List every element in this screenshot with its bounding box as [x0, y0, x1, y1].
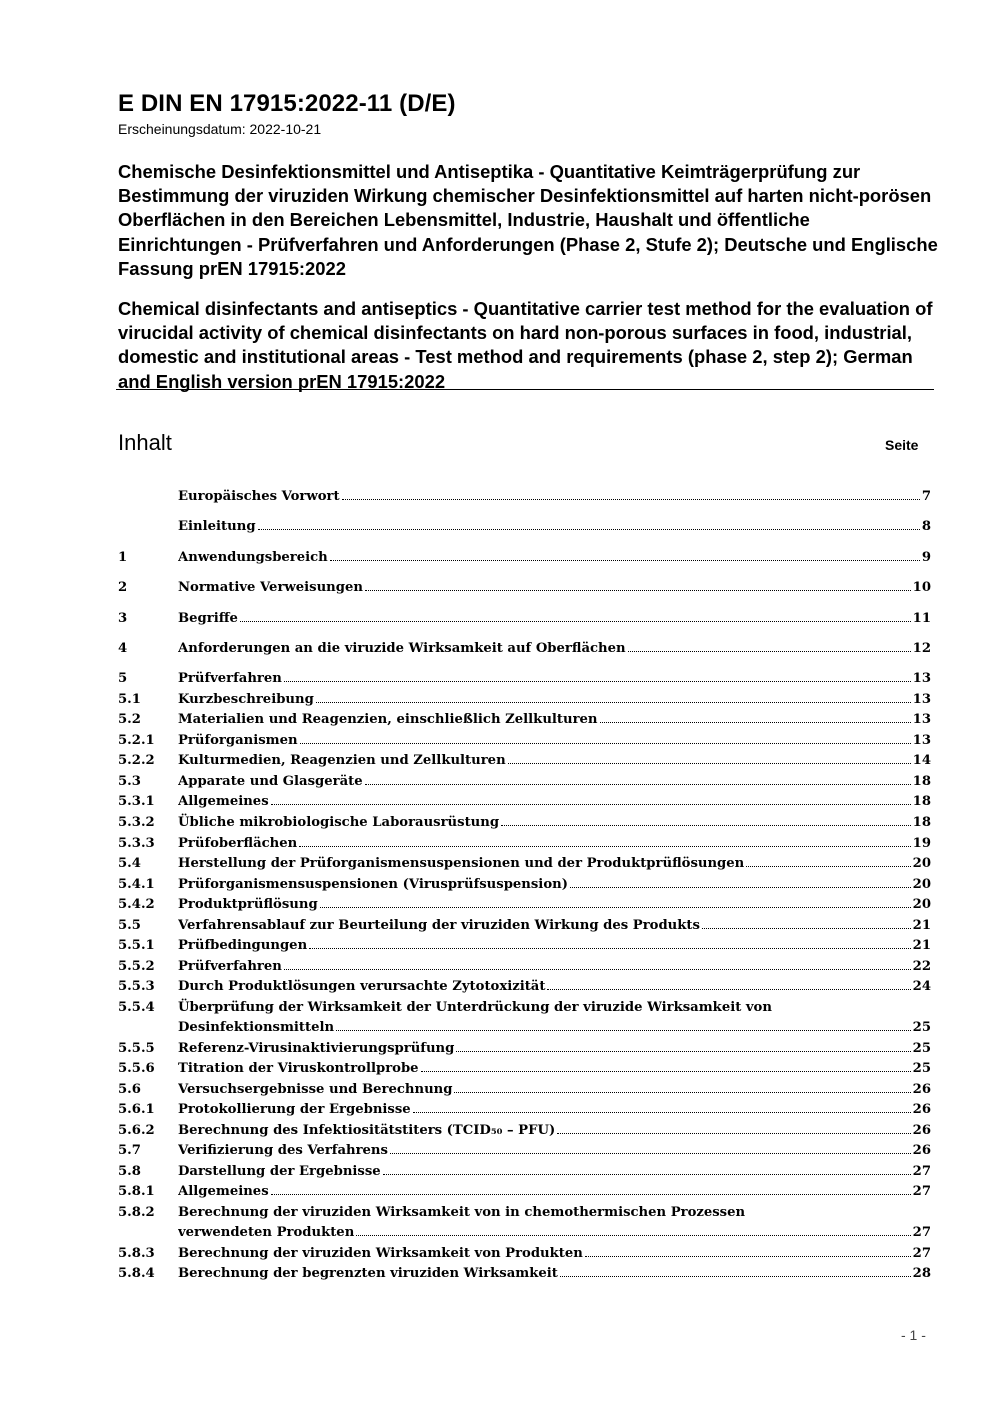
toc-entry-number: 5.3.3: [118, 836, 155, 851]
toc-entry[interactable]: [118, 690, 931, 710]
toc-entry-number: 5.5.5: [118, 1041, 155, 1056]
toc-entry[interactable]: [118, 854, 931, 874]
toc-entry-number: 5.6.2: [118, 1123, 155, 1138]
toc-entry-number: 5.5.4: [118, 1000, 155, 1015]
toc-entry[interactable]: [118, 710, 931, 730]
toc-leader-dots: [746, 866, 910, 867]
toc-entry-page: 27: [912, 1225, 931, 1240]
toc-entry-number: 5.3: [118, 774, 141, 789]
toc-entry-page: 22: [912, 959, 931, 974]
toc-entry-number: 1: [118, 550, 128, 565]
toc-entry-title: Übliche mikrobiologische Laborausrüstung: [178, 815, 500, 830]
toc-leader-dots: [258, 529, 920, 530]
toc-entry-number: 5.8.4: [118, 1266, 155, 1281]
toc-entry-title: Überprüfung der Wirksamkeit der Unterdrückung der viruzide Wirksamkeit von: [178, 1000, 772, 1015]
toc-entry-title: Referenz-Virusinaktivierungsprüfung: [178, 1041, 455, 1056]
toc-entry[interactable]: [118, 1264, 931, 1284]
toc-entry[interactable]: [118, 578, 931, 598]
toc-entry[interactable]: [118, 1080, 931, 1100]
toc-leader-dots: [365, 590, 911, 591]
toc-heading: Inhalt: [118, 430, 172, 455]
toc-entry[interactable]: [118, 875, 931, 895]
toc-entry-number: 5.5.6: [118, 1061, 155, 1076]
toc-entry-title: Begriffe: [178, 611, 238, 626]
toc-entry-number: 3: [118, 611, 128, 626]
toc-entry-title: Protokollierung der Ergebnisse: [178, 1102, 411, 1117]
toc-entry-number: 5.5.3: [118, 979, 155, 994]
toc-entry[interactable]: [118, 1141, 931, 1161]
toc-entry-title: Versuchsergebnisse und Berechnung: [178, 1082, 453, 1097]
toc-entry-page: 18: [912, 774, 931, 789]
toc-entry-page: 9: [921, 550, 931, 565]
toc-leader-dots: [342, 499, 920, 500]
toc-leader-dots: [300, 743, 911, 744]
toc-entry-title: Anwendungsbereich: [178, 550, 328, 565]
toc-entry-title: Durch Produktlösungen verursachte Zytotoxizität: [178, 979, 546, 994]
toc-leader-dots: [557, 1133, 910, 1134]
toc-entry-page: 25: [912, 1061, 931, 1076]
toc-entry-page: 13: [912, 733, 931, 748]
toc-entry[interactable]: [118, 669, 931, 689]
toc-entry-number: 5.5.1: [118, 938, 155, 953]
toc-entry[interactable]: [118, 834, 931, 854]
toc-leader-dots: [309, 948, 910, 949]
toc-entry-page: 8: [921, 519, 931, 534]
toc-entry-number: 5.8: [118, 1164, 141, 1179]
toc-leader-dots: [330, 560, 920, 561]
toc-entry-number: 4: [118, 641, 128, 656]
toc-entry-page: 27: [912, 1164, 931, 1179]
toc-entry[interactable]: [118, 977, 931, 997]
toc-leader-dots: [271, 1194, 911, 1195]
toc-entry-title-continued: verwendeten Produkten: [178, 1225, 355, 1240]
toc-entry-title: Kurzbeschreibung: [178, 692, 314, 707]
toc-entry[interactable]: [118, 792, 931, 812]
toc-leader-dots: [628, 651, 911, 652]
toc-entry[interactable]: [118, 517, 931, 537]
toc-entry-title: Berechnung der viruziden Wirksamkeit von in chemothermischen Prozessen: [178, 1205, 746, 1220]
toc-entry-title-continued: Desinfektionsmitteln: [178, 1020, 335, 1035]
toc-entry-page: 11: [912, 611, 931, 626]
toc-entry[interactable]: [118, 1100, 931, 1120]
toc-leader-dots: [456, 1051, 910, 1052]
toc-entry-title: Materialien und Reagenzien, einschließlich Zellkulturen: [178, 712, 598, 727]
toc-entry-page: 27: [912, 1246, 931, 1261]
toc-entry[interactable]: [118, 487, 931, 507]
toc-entry-page: 21: [912, 918, 931, 933]
toc-entry-title: Einleitung: [178, 519, 256, 534]
toc-entry-title: Kulturmedien, Reagenzien und Zellkulturen: [178, 753, 506, 768]
toc-entry[interactable]: [118, 1203, 931, 1243]
toc-entry-number: 5.4: [118, 856, 141, 871]
toc-entry-page: 18: [912, 815, 931, 830]
toc-entry-page: 14: [912, 753, 931, 768]
toc-entry-page: 24: [912, 979, 931, 994]
toc-entry-number: 5.3.2: [118, 815, 155, 830]
toc-entry-number: 5.4.2: [118, 897, 155, 912]
toc-entry-number: 5.8.1: [118, 1184, 155, 1199]
toc-entry-title: Prüfverfahren: [178, 959, 282, 974]
toc-leader-dots: [501, 825, 911, 826]
toc-entry-title: Berechnung der viruziden Wirksamkeit von Produkten: [178, 1246, 583, 1261]
toc-entry[interactable]: [118, 813, 931, 833]
toc-entry[interactable]: [118, 1039, 931, 1059]
toc-leader-dots: [454, 1092, 910, 1093]
toc-entry-page: 12: [912, 641, 931, 656]
toc-entry[interactable]: [118, 1059, 931, 1079]
toc-entry-number: 5.1: [118, 692, 141, 707]
toc-leader-dots: [547, 989, 910, 990]
toc-entry-page: 20: [912, 897, 931, 912]
toc-leader-dots: [299, 846, 910, 847]
title-divider: [116, 389, 934, 390]
toc-entry-page: 20: [912, 877, 931, 892]
toc-entry[interactable]: [118, 772, 931, 792]
toc-entry-page: 26: [912, 1143, 931, 1158]
toc-entry-page: 13: [912, 692, 931, 707]
toc-entry-number: 5.3.1: [118, 794, 155, 809]
toc-entry-title: Berechnung der begrenzten viruziden Wirksamkeit: [178, 1266, 558, 1281]
toc-entry[interactable]: [118, 1244, 931, 1264]
toc-entry-page: 13: [912, 712, 931, 727]
toc-entry-number: 5.4.1: [118, 877, 155, 892]
toc-leader-dots: [600, 722, 911, 723]
toc-entry-title: Anforderungen an die viruzide Wirksamkeit auf Oberflächen: [178, 641, 626, 656]
toc-entry[interactable]: [118, 731, 931, 751]
toc-entry-number: 5.7: [118, 1143, 141, 1158]
toc-entry-title: Produktprüflösung: [178, 897, 318, 912]
toc-leader-dots: [585, 1256, 911, 1257]
toc-entry-title: Herstellung der Prüforganismensuspensionen und der Produktprüflösungen: [178, 856, 745, 871]
toc-entry-title: Allgemeines: [178, 794, 269, 809]
toc-entry-page: 26: [912, 1102, 931, 1117]
toc-entry-page: 10: [912, 580, 931, 595]
toc-leader-dots: [365, 784, 911, 785]
toc-entry[interactable]: [118, 639, 931, 659]
toc-entry-page: 27: [912, 1184, 931, 1199]
toc-entry-page: 20: [912, 856, 931, 871]
document-id: E DIN EN 17915:2022-11 (D/E): [118, 90, 456, 117]
toc-leader-dots: [702, 928, 911, 929]
toc-entry-number: 5: [118, 671, 128, 686]
toc-entry-page: 28: [912, 1266, 931, 1281]
toc-leader-dots: [421, 1071, 911, 1072]
toc-entry-number: 5.2.2: [118, 753, 155, 768]
toc-entry-number: 5.5.2: [118, 959, 155, 974]
toc-entry-title: Europäisches Vorwort: [178, 489, 340, 504]
toc-entry-page: 25: [912, 1041, 931, 1056]
toc-leader-dots: [320, 907, 911, 908]
toc-entry-title: Apparate und Glasgeräte: [178, 774, 363, 789]
toc-entry-title: Normative Verweisungen: [178, 580, 363, 595]
toc-entry-number: 5.8.2: [118, 1205, 155, 1220]
toc-entry[interactable]: [118, 609, 931, 629]
toc-leader-dots: [271, 804, 911, 805]
toc-entry-number: 5.6.1: [118, 1102, 155, 1117]
toc-entry-page: 26: [912, 1082, 931, 1097]
toc-leader-dots: [570, 887, 911, 888]
toc-entry-page: 18: [912, 794, 931, 809]
toc-leader-dots: [316, 702, 911, 703]
toc-entry-title: Prüfverfahren: [178, 671, 282, 686]
toc-leader-dots: [240, 621, 911, 622]
toc-leader-dots: [356, 1235, 910, 1236]
toc-entry[interactable]: [118, 751, 931, 771]
toc-entry-number: 5.2: [118, 712, 141, 727]
toc-entry-number: 5.5: [118, 918, 141, 933]
toc-leader-dots: [390, 1153, 911, 1154]
toc-entry-number: 5.6: [118, 1082, 141, 1097]
toc-entry[interactable]: [118, 936, 931, 956]
toc-leader-dots: [383, 1174, 911, 1175]
toc-entry-page: 7: [921, 489, 931, 504]
toc-entry[interactable]: [118, 916, 931, 936]
toc-entry-title: Prüfoberflächen: [178, 836, 298, 851]
toc-entry-title: Verifizierung des Verfahrens: [178, 1143, 388, 1158]
toc-entry[interactable]: [118, 548, 931, 568]
toc-entry-number: 5.8.3: [118, 1246, 155, 1261]
title-english: Chemical disinfectants and antiseptics - Quantitative carrier test method for the evaluation of virucidal activity of chemical disinfectants on hard non-porous surfaces in food, industrial, domestic and institutional areas - Test method and requirements (phase 2, step 2); German and English version prEN 17915:2022: [118, 298, 933, 392]
toc-leader-dots: [508, 763, 911, 764]
toc-entry-page: 13: [912, 671, 931, 686]
title-german: Chemische Desinfektionsmittel und Antiseptika - Quantitative Keimträgerprüfung zur Bestimmung der viruziden Wirkung chemischer Desinfektionsmittel auf harten nicht-porösen Oberflächen in den Bereichen Lebensmittel, Industrie, Haushalt und öffentliche Einrichtungen - Prüfverfahren und Anforderungen (Phase 2, Stufe 2); Deutsche und Englische Fassung prEN 17915:2022: [118, 161, 938, 279]
toc-entry-title: Darstellung der Ergebnisse: [178, 1164, 381, 1179]
toc-entry-page: 26: [912, 1123, 931, 1138]
toc-entry-title: Titration der Viruskontrollprobe: [178, 1061, 419, 1076]
toc-entry[interactable]: [118, 1121, 931, 1141]
toc-leader-dots: [336, 1030, 911, 1031]
toc-leader-dots: [413, 1112, 911, 1113]
toc-entry-title: Berechnung des Infektiositätstiters (TCID₅₀ – PFU): [178, 1123, 556, 1138]
toc-entry[interactable]: [118, 998, 931, 1038]
toc-entry-title: Prüforganismen: [178, 733, 298, 748]
toc-entry-title: Verfahrensablauf zur Beurteilung der viruziden Wirkung des Produkts: [178, 918, 700, 933]
toc-leader-dots: [284, 681, 911, 682]
toc-page-column-label: Seite: [885, 437, 919, 453]
toc-entry[interactable]: [118, 1182, 931, 1202]
toc-entry-page: 25: [912, 1020, 931, 1035]
toc-entry-title: Prüforganismensuspensionen (Virusprüfsuspension): [178, 877, 568, 892]
toc-entry-title: Allgemeines: [178, 1184, 269, 1199]
toc-leader-dots: [284, 969, 911, 970]
publication-date: Erscheinungsdatum: 2022-10-21: [118, 121, 322, 137]
toc-entry-title: Prüfbedingungen: [178, 938, 308, 953]
toc-leader-dots: [560, 1276, 911, 1277]
toc-entry-page: 19: [912, 836, 931, 851]
footer-page-number: - 1 -: [901, 1327, 926, 1343]
toc-entry-number: 2: [118, 580, 128, 595]
toc-entry[interactable]: [118, 895, 931, 915]
toc-entry[interactable]: [118, 957, 931, 977]
toc-entry-page: 21: [912, 938, 931, 953]
toc-entry-number: 5.2.1: [118, 733, 155, 748]
toc-entry[interactable]: [118, 1162, 931, 1182]
